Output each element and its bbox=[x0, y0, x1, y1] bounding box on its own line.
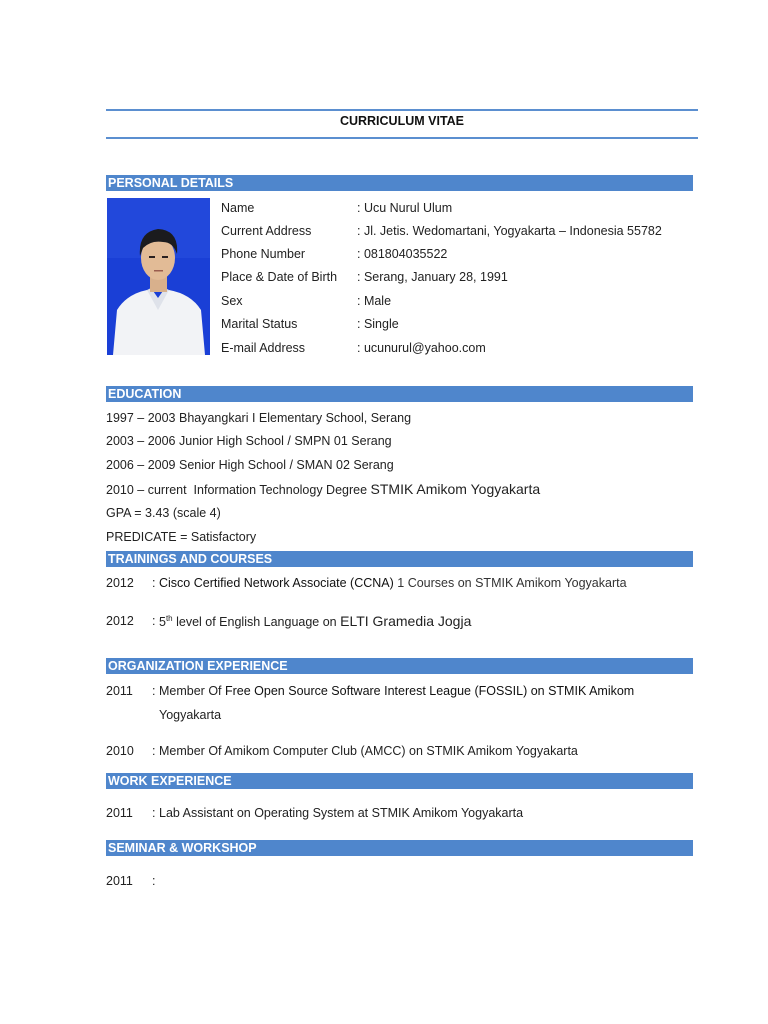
education-gpa: GPA = 3.43 (scale 4) bbox=[106, 506, 221, 520]
value-name: : Ucu Nurul Ulum bbox=[357, 201, 453, 215]
training-name: Cisco Certified Network Associate (CCNA) bbox=[159, 576, 394, 590]
value-marital: : Single bbox=[357, 317, 399, 331]
person-photo-icon bbox=[107, 198, 210, 355]
training-rest: 1 Courses on STMIK Amikom Yogyakarta bbox=[393, 576, 627, 590]
value-email: : ucunurul@yahoo.com bbox=[357, 341, 486, 355]
label-name: Name bbox=[221, 201, 255, 215]
document-title: CURRICULUM VITAE bbox=[339, 114, 465, 128]
value-address: : Jl. Jetis. Wedomartani, Yogyakarta – Indonesia 55782 bbox=[357, 224, 662, 238]
section-header-personal: PERSONAL DETAILS bbox=[106, 175, 693, 191]
section-header-organization: ORGANIZATION EXPERIENCE bbox=[106, 658, 693, 674]
value-birth: : Serang, January 28, 1991 bbox=[357, 270, 508, 284]
section-header-seminar: SEMINAR & WORKSHOP bbox=[106, 840, 693, 856]
education-predicate: PREDICATE = Satisfactory bbox=[106, 530, 257, 544]
education-item: 2006 – 2009 Senior High School / SMAN 02 Serang bbox=[106, 458, 394, 472]
training-sup: th bbox=[165, 614, 173, 623]
training-colon: : bbox=[152, 614, 156, 628]
org-text: Free Open Source Software Interest League (FOSSIL) on STMIK Amikom bbox=[225, 684, 635, 698]
label-phone: Phone Number bbox=[221, 247, 306, 261]
education-current-prefix: 2010 – current Information Technology Degree bbox=[106, 483, 371, 497]
section-header-trainings: TRAININGS AND COURSES bbox=[106, 551, 693, 567]
value-sex: : Male bbox=[357, 294, 392, 308]
org-colon: : bbox=[152, 744, 156, 758]
value-phone: : 081804035522 bbox=[357, 247, 448, 261]
training-year: 2012 bbox=[106, 576, 134, 590]
training-year: 2012 bbox=[106, 614, 134, 628]
profile-photo bbox=[107, 198, 210, 355]
label-email: E-mail Address bbox=[221, 341, 306, 355]
training-num: 5 bbox=[159, 615, 166, 629]
education-current-school: STMIK Amikom Yogyakarta bbox=[370, 481, 541, 497]
education-item: 2003 – 2006 Junior High School / SMPN 01 Serang bbox=[106, 434, 392, 448]
org-pre: Member Of bbox=[159, 684, 225, 698]
work-year: 2011 bbox=[106, 806, 133, 820]
org-year: 2010 bbox=[106, 744, 134, 758]
org-item: Member Of Amikom Computer Club (AMCC) on STMIK Amikom Yogyakarta bbox=[159, 744, 578, 758]
label-birth: Place & Date of Birth bbox=[221, 270, 338, 284]
training-place: ELTI Gramedia Jogja bbox=[340, 613, 472, 629]
org-colon: : bbox=[152, 684, 156, 698]
work-item: Lab Assistant on Operating System at STMIK Amikom Yogyakarta bbox=[159, 806, 524, 820]
label-marital: Marital Status bbox=[221, 317, 298, 331]
education-item-current bbox=[106, 481, 540, 498]
label-address: Current Address bbox=[221, 224, 312, 238]
org-item bbox=[159, 683, 634, 699]
title-rule bbox=[106, 137, 698, 139]
education-item: 1997 – 2003 Bhayangkari I Elementary School, Serang bbox=[106, 411, 412, 425]
section-header-education: EDUCATION bbox=[106, 386, 693, 402]
seminar-year: 2011 bbox=[106, 874, 133, 888]
org-item-continued: Yogyakarta bbox=[159, 708, 222, 722]
label-sex: Sex bbox=[221, 294, 243, 308]
training-item bbox=[159, 575, 627, 591]
training-rest: level of English Language on bbox=[172, 615, 341, 629]
training-item bbox=[159, 611, 471, 630]
work-colon: : bbox=[152, 806, 156, 820]
training-colon: : bbox=[152, 576, 156, 590]
seminar-colon: : bbox=[152, 874, 156, 888]
section-header-work: WORK EXPERIENCE bbox=[106, 773, 693, 789]
top-rule bbox=[106, 109, 698, 111]
org-year: 2011 bbox=[106, 684, 133, 698]
